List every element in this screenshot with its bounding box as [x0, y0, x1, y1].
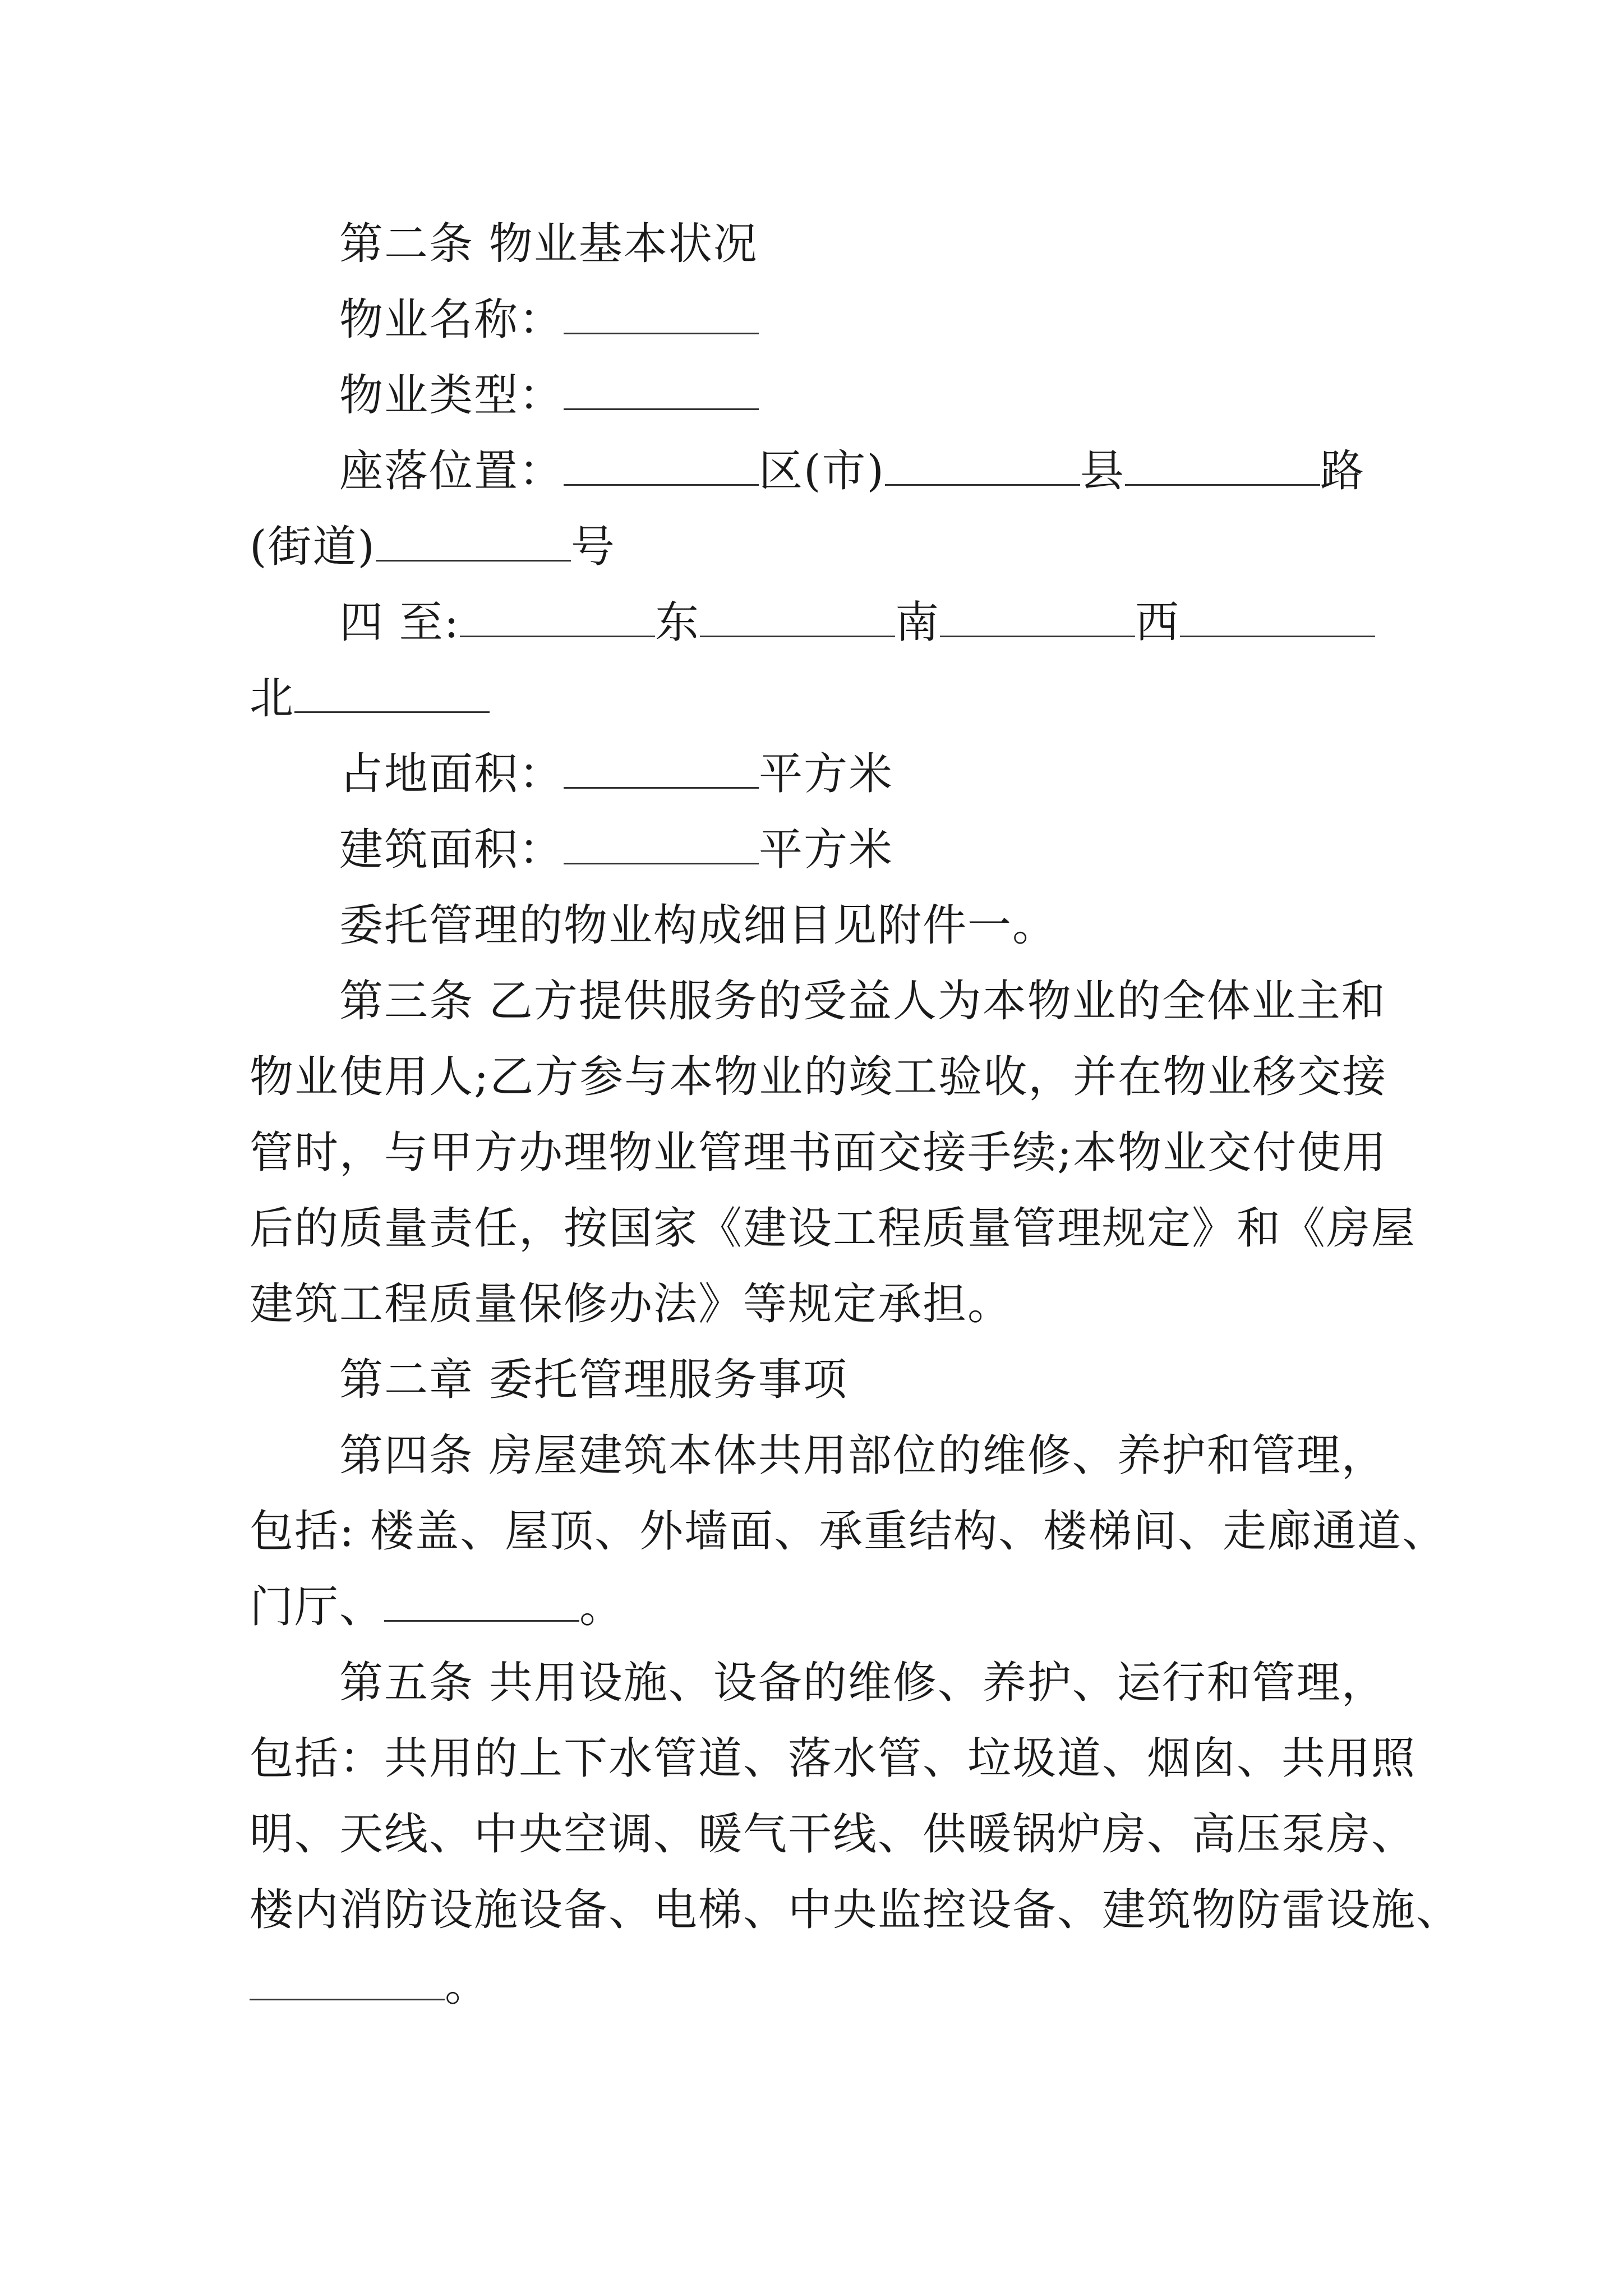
building-area-row: [339, 822, 893, 878]
article-5-blank: [250, 1961, 445, 2000]
location-number-blank: [376, 522, 571, 562]
location-row-continued: [250, 519, 616, 575]
bounds-south-blank: [700, 597, 895, 637]
location-road-blank: [1125, 446, 1320, 486]
article-4-line-2: 包括: 楼盖、屋顶、外墙面、承重结构、楼梯间、走廊通道、: [250, 1506, 1447, 1557]
article-4-line-3: [250, 1579, 624, 1635]
article-3-line-2: 物业使用人;乙方参与本物业的竣工验收，并在物业移交接: [250, 1052, 1387, 1102]
bounds-east-blank: [460, 597, 655, 637]
bounds-north-label: 北: [250, 673, 295, 724]
article-4-line-3-suffix: 。: [579, 1582, 625, 1632]
bounds-label: 四 至:: [339, 597, 460, 648]
property-name-label: 物业名称：: [339, 295, 564, 345]
property-type-label: 物业类型：: [339, 370, 564, 421]
bounds-row: [339, 595, 1375, 651]
article-4-line-1: 第四条 房屋建筑本体共用部位的维修、养护和管理，: [339, 1430, 1386, 1481]
location-district-label: 区(市): [759, 446, 885, 496]
land-area-label: 占地面积：: [339, 749, 564, 799]
building-area-label: 建筑面积：: [339, 825, 564, 875]
bounds-row-continued: [250, 670, 490, 726]
article-3-line-4: 后的质量责任，按国家《建设工程质量管理规定》和《房屋: [250, 1203, 1417, 1254]
bounds-north-blank: [294, 673, 490, 713]
bounds-west-label: 西: [1135, 597, 1181, 648]
building-area-unit: 平方米: [759, 825, 894, 875]
land-area-row: [339, 746, 893, 802]
bounds-west-blank: [940, 597, 1135, 637]
bounds-south-label: 南: [895, 597, 940, 648]
bounds-east-label: 东: [655, 597, 700, 648]
location-label: 座落位置：: [339, 446, 564, 496]
location-number-label: 号: [570, 522, 616, 572]
land-area-blank: [564, 749, 759, 789]
location-street-label: (街道): [250, 522, 376, 572]
property-type-row: [339, 367, 759, 424]
building-area-blank: [564, 825, 759, 864]
location-district-blank: [564, 446, 759, 486]
location-road-label: 路: [1320, 446, 1365, 496]
article-2-heading: 第二条 物业基本状况: [339, 219, 758, 269]
location-row: [339, 443, 1365, 499]
location-county-label: 县: [1080, 446, 1125, 496]
property-name-row: [339, 292, 759, 348]
article-5-line-5-suffix: 。: [445, 1961, 490, 2011]
article-5-line-4: 楼内消防设施设备、电梯、中央监控设备、建筑物防雷设施、: [250, 1885, 1461, 1935]
property-type-blank: [564, 370, 759, 410]
article-5-line-1: 第五条 共用设施、设备的维修、养护、运行和管理，: [339, 1658, 1386, 1708]
bounds-west-value-blank: [1180, 597, 1375, 637]
chapter-2-heading: 第二章 委托管理服务事项: [339, 1355, 848, 1405]
article-5-line-3: 明、天线、中央空调、暖气干线、供暖锅炉房、高压泵房、: [250, 1809, 1417, 1860]
article-3-line-5: 建筑工程质量保修办法》等规定承担。: [250, 1279, 1013, 1329]
article-5-line-5: [250, 1958, 490, 2014]
land-area-unit: 平方米: [759, 749, 894, 799]
location-county-blank: [885, 446, 1080, 486]
article-3-line-1: 第三条 乙方提供服务的受益人为本物业的全体业主和: [339, 976, 1386, 1027]
article-5-line-2: 包括：共用的上下水管道、落水管、垃圾道、烟囱、共用照: [250, 1733, 1417, 1784]
article-4-line-3-prefix: 门厅、: [250, 1582, 385, 1632]
article-4-blank: [384, 1582, 579, 1622]
article-3-line-3: 管时，与甲方办理物业管理书面交接手续;本物业交付使用: [250, 1128, 1387, 1178]
appendix-note: 委托管理的物业构成细目见附件一。: [339, 900, 1058, 951]
property-name-blank: [564, 295, 759, 334]
